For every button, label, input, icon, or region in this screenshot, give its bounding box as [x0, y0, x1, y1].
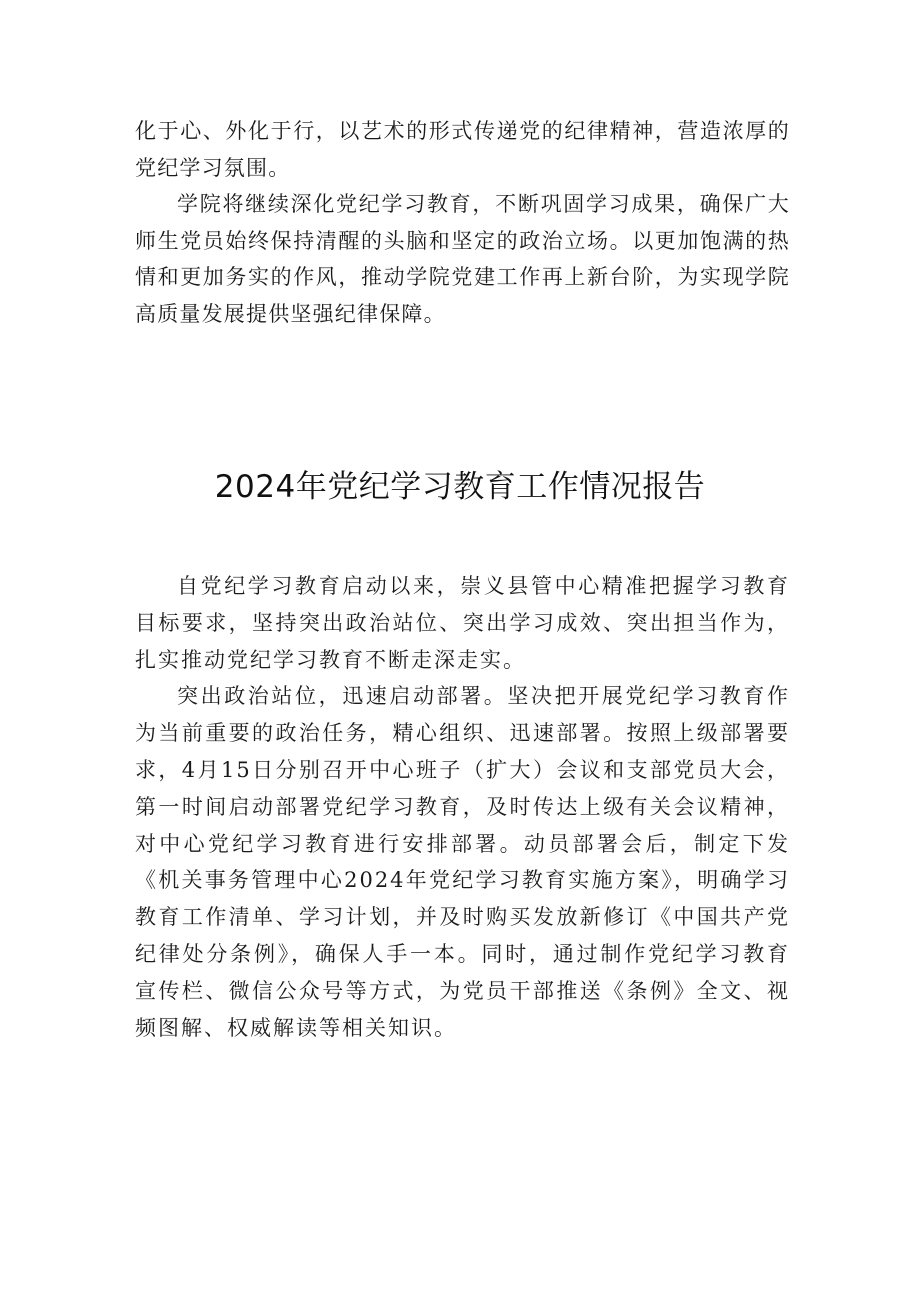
paragraph-continuation: 化于心、外化于行，以艺术的形式传递党的纪律精神，营造浓厚的党纪学习氛围。 — [135, 119, 790, 180]
paragraph-conclusion: 学院将继续深化党纪学习教育，不断巩固学习成果，确保广大师生党员始终保持清醒的头脑和坚定的政治立场。以更加饱满的热情和更加务实的作风，推动学院党建工作再上新台阶，为实现学院高质量发展提供坚强纪律保障。 — [135, 192, 790, 326]
report-body — [135, 568, 790, 1046]
paragraph-intro: 自党纪学习教育启动以来，崇义县管中心精准把握学习教育目标要求，坚持突出政治站位、突出学习成效、突出担当作为，扎实推动党纪学习教育不断走深走实。 — [135, 574, 790, 672]
report-title: 2024年党纪学习教育工作情况报告 — [214, 469, 706, 505]
paragraph-political-stance: 突出政治站位，迅速启动部署。坚决把开展党纪学习教育作为当前重要的政治任务，精心组织、迅速部署。按照上级部署要求，4月15日分别召开中心班子（扩大）会议和支部党员大会，第一时间启动部署党纪学习教育，及时传达上级有关会议精神，对中心党纪学习教育进行安排部署。动员部署会后，制定下发《机关事务管理中心2024年党纪学习教育实施方案》，明确学习教育工作清单、学习计划，并及时购买发放新修订《中国共产党纪律处分条例》，确保人手一本。同时，通过制作党纪学习教育宣传栏、微信公众号等方式，为党员干部推送《条例》全文、视频图解、权威解读等相关知识。 — [135, 684, 790, 1040]
previous-section — [135, 113, 790, 332]
